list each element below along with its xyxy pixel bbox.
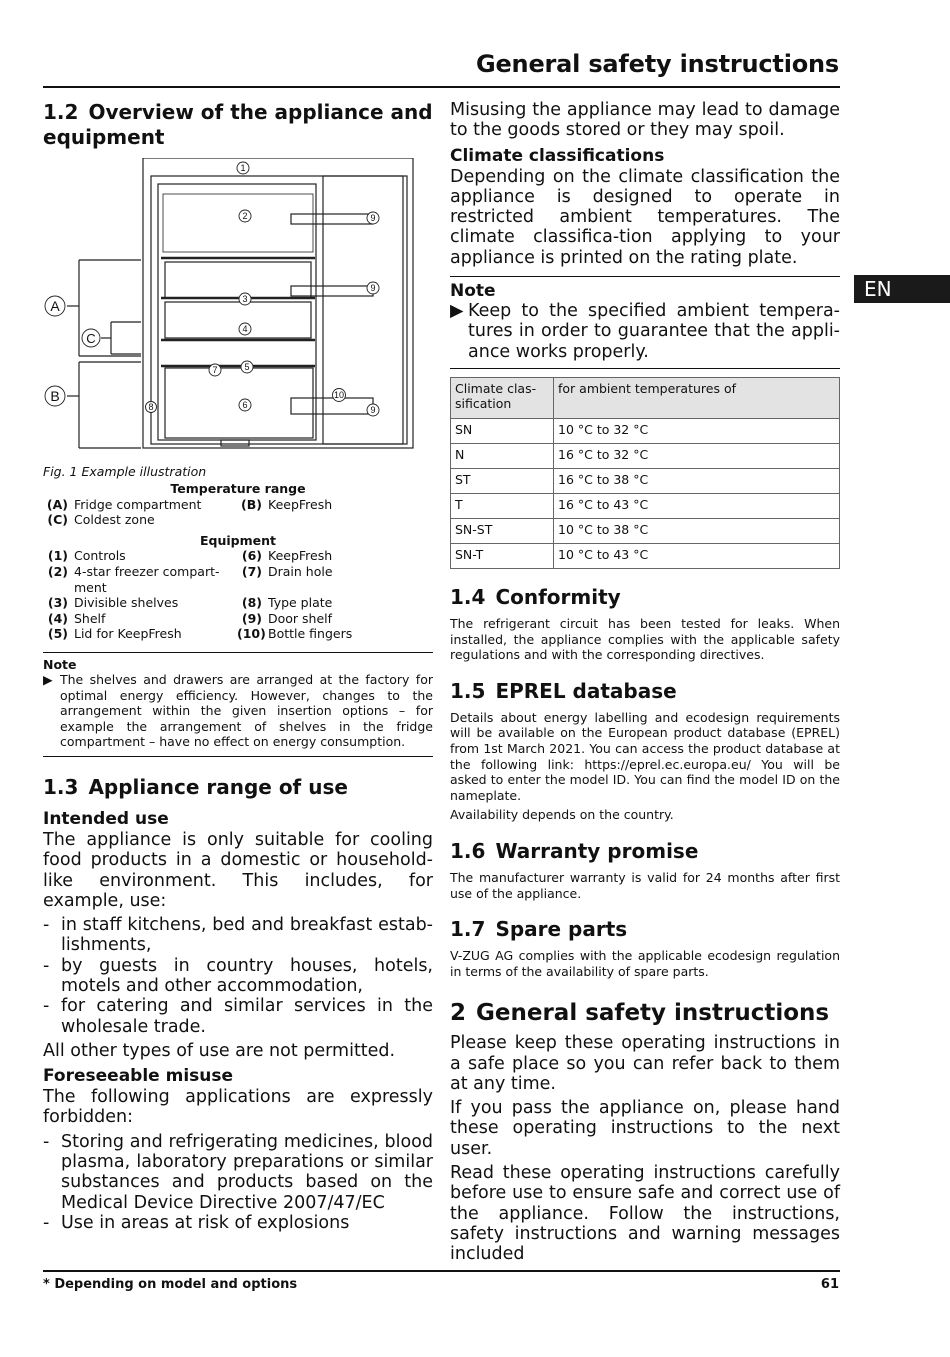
callout-1: 1	[240, 163, 246, 173]
legend-label: KeepFresh	[268, 496, 333, 512]
table-row	[451, 418, 840, 443]
section-title: Appliance range of use	[88, 774, 348, 799]
callout-a: A	[50, 298, 60, 314]
climate-table	[450, 377, 840, 569]
warranty-text: The manufacturer warranty is valid for 24 months after first use of the appliance.	[450, 869, 840, 901]
note-text: Keep to the specified ambient tempera-tures in order to guarantee that the appli-ance works properly.	[468, 301, 840, 362]
safety-paragraph: Please keep these operating instructions in a safe place so you can refer back to them at any time.	[450, 1033, 840, 1094]
misuse-heading: Foreseeable misuse	[43, 1066, 234, 1087]
section-number: 1.3	[43, 774, 79, 799]
callout-3: 3	[242, 294, 248, 304]
header-rule	[43, 86, 840, 88]
misuse-text: The following applications are expressly forbidden:	[43, 1087, 433, 1128]
note-text: The shelves and drawers are arranged at the factory for optimal energy efficiency. However, changes to the arrangement within the given insertion options – for example the arrangement of shelves in the fridge compartment – have no effect on energy consumption.	[60, 671, 433, 750]
callout-6: 6	[242, 400, 248, 410]
list-item: - by guests in country houses, hotels, motels and other accommodation,	[43, 955, 433, 996]
intended-use-text: The appliance is only suitable for cooling food products in a domestic or household-like environment. This includes, for example, use:	[43, 829, 433, 911]
table-cell: N	[451, 443, 554, 468]
legend-label: Drain hole	[268, 563, 333, 579]
table-cell: 10 °C to 43 °C	[554, 543, 840, 568]
callout-9c: 9	[370, 405, 376, 415]
intended-use-heading: Intended use	[43, 808, 169, 829]
equipment-title: Equipment	[200, 532, 276, 548]
table-cell: 16 °C to 38 °C	[554, 468, 840, 493]
language-tab: EN	[854, 275, 950, 303]
table-cell: 16 °C to 32 °C	[554, 443, 840, 468]
list-item: - for catering and similar services in the wholesale trade.	[43, 996, 433, 1037]
appliance-figure	[43, 158, 433, 458]
list-item: - Use in areas at risk of explosions	[43, 1212, 350, 1233]
note-box	[43, 652, 433, 757]
legend-key: (C)	[47, 512, 68, 528]
legend-label: Lid for KeepFresh	[74, 626, 182, 642]
section-1-4-heading: 1.4 Conformity	[450, 584, 621, 609]
legend-label: Controls	[74, 548, 126, 564]
legend-key: (10)	[237, 626, 266, 642]
triangle-bullet-icon: ▶	[450, 301, 464, 322]
legend-label: Fridge compartment	[74, 496, 202, 512]
page-number: 61	[820, 1277, 839, 1292]
section-1-6-heading: 1.6 Warranty promise	[450, 838, 699, 863]
table-row	[451, 543, 840, 568]
callout-9a: 9	[370, 213, 376, 223]
legend-key: (5)	[47, 626, 68, 642]
table-cell: SN-ST	[451, 518, 554, 543]
note-title: Note	[43, 656, 77, 672]
callout-5: 5	[244, 362, 250, 372]
legend-key: (B)	[241, 496, 262, 512]
table-header-cell: for ambient temperatures of	[554, 377, 840, 418]
temp-range-title: Temperature range	[170, 481, 306, 496]
section-1-3-heading	[43, 775, 433, 800]
availability-text: Availability depends on the country.	[450, 807, 674, 823]
callout-c: C	[86, 331, 96, 346]
section-title: Overview of the appliance and equipment	[43, 100, 433, 149]
note-box	[450, 276, 840, 369]
section-2-heading: 2 General safety instructions	[450, 1000, 830, 1027]
legend-key: (1)	[47, 548, 68, 564]
section-1-7-heading: 1.7 Spare parts	[450, 917, 628, 942]
table-header-cell: Climate clas-sification	[451, 377, 554, 418]
figure-caption: Fig. 1 Example illustration	[43, 464, 207, 479]
right-column	[450, 100, 840, 1269]
callout-b: B	[50, 388, 60, 404]
section-number: 1.2	[43, 100, 79, 124]
table-cell: SN-T	[451, 543, 554, 568]
legend-label: Type plate	[268, 595, 333, 611]
legend-key: (A)	[46, 496, 68, 512]
footer-note: * Depending on model and options	[43, 1277, 298, 1292]
legend-key: (8)	[241, 595, 262, 611]
callout-10: 10	[333, 390, 345, 400]
safety-paragraph: If you pass the appliance on, please hand these operating instructions to the next user.	[450, 1098, 840, 1159]
other-use-text: All other types of use are not permitted.	[43, 1040, 396, 1061]
list-item: - Storing and refrigerating medicines, blood plasma, laboratory preparations or similar substances and products based on the Medical Device Directive 2007/47/EC	[43, 1131, 433, 1213]
table-row	[451, 518, 840, 543]
legend-label: KeepFresh	[268, 548, 333, 564]
climate-text: Depending on the climate classification the appliance is designed to operate in restricted ambient temperatures. The climate classifica-tion applying to your appliance is printed on the rating plate.	[450, 166, 840, 268]
section-1-5-heading: 1.5 EPREL database	[450, 678, 677, 703]
section-1-2-heading	[43, 100, 433, 150]
table-header-row	[451, 377, 840, 418]
legend	[43, 481, 433, 642]
conformity-text: The refrigerant circuit has been tested for leaks. When installed, the appliance complies with the applicable safety regulations and with the corresponding directives.	[450, 615, 840, 663]
callout-2: 2	[242, 211, 248, 221]
eprel-text: Details about energy labelling and ecodesign requirements will be available on the European product database (EPREL) from 1st March 2021. You can access the product database at the following link: https://eprel.ec.europa.eu/ You will be asked to enter the model ID. You can find the model ID on the nameplate.	[450, 709, 840, 803]
legend-key: (4)	[47, 610, 68, 626]
footer-rule	[43, 1270, 840, 1272]
table-row	[451, 493, 840, 518]
legend-label: Divisible shelves	[74, 595, 179, 611]
page-header-title: General safety instructions	[475, 50, 839, 78]
callout-8: 8	[148, 402, 154, 412]
legend-key: (9)	[241, 610, 262, 626]
legend-label: Bottle fingers	[268, 626, 353, 642]
table-cell: ST	[451, 468, 554, 493]
table-cell: 16 °C to 43 °C	[554, 493, 840, 518]
callout-9b: 9	[370, 283, 376, 293]
list-item: - in staff kitchens, bed and breakfast estab-lishments,	[43, 915, 433, 956]
legend-label: Coldest zone	[74, 512, 155, 528]
climate-heading: Climate classifications	[450, 145, 665, 166]
table-cell: T	[451, 493, 554, 518]
legend-key: (3)	[47, 595, 68, 611]
fridge-illustration	[43, 158, 433, 458]
table-row	[451, 468, 840, 493]
note-title: Note	[450, 281, 496, 302]
callout-4: 4	[242, 324, 248, 334]
spare-parts-text: V-ZUG AG complies with the applicable ecodesign regulation in terms of the availability of spare parts.	[450, 948, 840, 979]
legend-label: Door shelf	[268, 610, 333, 626]
legend-key: (7)	[241, 563, 262, 579]
callout-7: 7	[212, 365, 218, 375]
table-cell: SN	[451, 418, 554, 443]
legend-key: (6)	[241, 548, 262, 564]
table-cell: 10 °C to 38 °C	[554, 518, 840, 543]
misusing-text: Misusing the appliance may lead to damage to the goods stored or they may spoil.	[450, 100, 840, 141]
safety-paragraph: Read these operating instructions carefully before use to ensure safe and correct use of the appliance. Follow the instructions, safety instructions and warning messages included	[450, 1163, 840, 1265]
table-cell: 10 °C to 32 °C	[554, 418, 840, 443]
legend-key: (2)	[47, 563, 68, 579]
triangle-bullet-icon: ▶	[43, 671, 53, 687]
legend-label: Shelf	[74, 610, 106, 626]
left-column	[43, 100, 433, 1233]
legend-label: 4-star freezer compart-ment	[74, 563, 220, 595]
table-row	[451, 443, 840, 468]
